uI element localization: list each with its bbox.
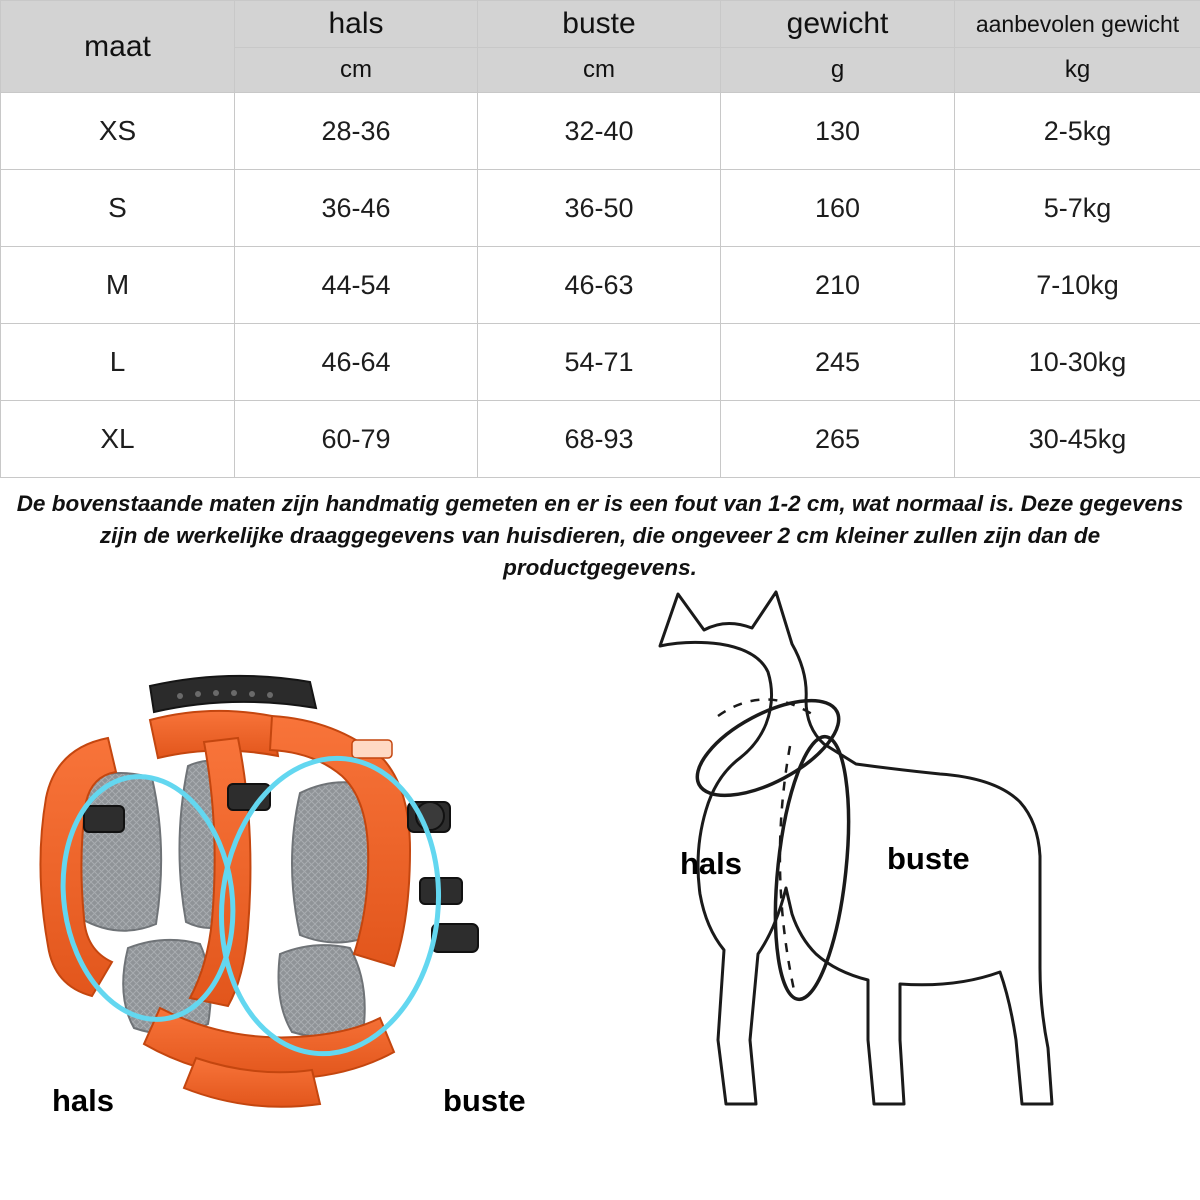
unit-neck: cm xyxy=(235,48,478,93)
cell-recommended: 2-5kg xyxy=(955,93,1200,170)
header-weight: gewicht xyxy=(721,1,955,48)
unit-recommended: kg xyxy=(955,48,1200,93)
table-row xyxy=(1,93,1200,170)
caption-neck-diagram: hals xyxy=(680,845,743,881)
cell-chest: 32-40 xyxy=(478,93,721,170)
caption-chest-product: buste xyxy=(443,1082,526,1118)
table-row xyxy=(1,401,1200,478)
cell-neck: 28-36 xyxy=(235,93,478,170)
cell-recommended: 5-7kg xyxy=(955,170,1200,247)
dog-measurement-diagram xyxy=(600,588,1200,1128)
header-neck: hals xyxy=(235,1,478,48)
cell-weight: 265 xyxy=(721,401,955,478)
cell-size: S xyxy=(1,170,235,247)
cell-neck: 36-46 xyxy=(235,170,478,247)
cell-weight: 160 xyxy=(721,170,955,247)
cell-chest: 54-71 xyxy=(478,324,721,401)
cell-weight: 210 xyxy=(721,247,955,324)
header-recommended-weight: aanbevolen gewicht xyxy=(955,1,1200,48)
cell-size: L xyxy=(1,324,235,401)
cell-recommended: 10-30kg xyxy=(955,324,1200,401)
cell-weight: 130 xyxy=(721,93,955,170)
cell-chest: 36-50 xyxy=(478,170,721,247)
cell-neck: 46-64 xyxy=(235,324,478,401)
caption-chest-diagram: buste xyxy=(887,840,970,876)
cell-size: M xyxy=(1,247,235,324)
table-row xyxy=(1,247,1200,324)
cell-weight: 245 xyxy=(721,324,955,401)
unit-weight: g xyxy=(721,48,955,93)
cell-size: XS xyxy=(1,93,235,170)
harness-product-illustration xyxy=(0,588,600,1128)
cell-recommended: 30-45kg xyxy=(955,401,1200,478)
cell-chest: 46-63 xyxy=(478,247,721,324)
header-chest: buste xyxy=(478,1,721,48)
cell-neck: 44-54 xyxy=(235,247,478,324)
cell-recommended: 7-10kg xyxy=(955,247,1200,324)
size-chart-table xyxy=(0,0,1200,478)
table-row xyxy=(1,170,1200,247)
illustration-area xyxy=(0,588,1200,1128)
unit-chest: cm xyxy=(478,48,721,93)
harness-drawing-svg xyxy=(0,588,600,1128)
measurement-disclaimer: De bovenstaande maten zijn handmatig gemeten en er is een fout van 1-2 cm, wat normaal is. Deze gegevens zijn de werkelijke draaggegevens van huisdieren, die ongeveer 2 cm kleiner zullen zijn dan de productgegevens. xyxy=(16,491,1184,580)
cell-size: XL xyxy=(1,401,235,478)
cell-chest: 68-93 xyxy=(478,401,721,478)
table-header-row xyxy=(1,1,1200,48)
table-row xyxy=(1,324,1200,401)
header-size: maat xyxy=(1,1,235,93)
cell-neck: 60-79 xyxy=(235,401,478,478)
caption-neck-product: hals xyxy=(52,1082,115,1118)
